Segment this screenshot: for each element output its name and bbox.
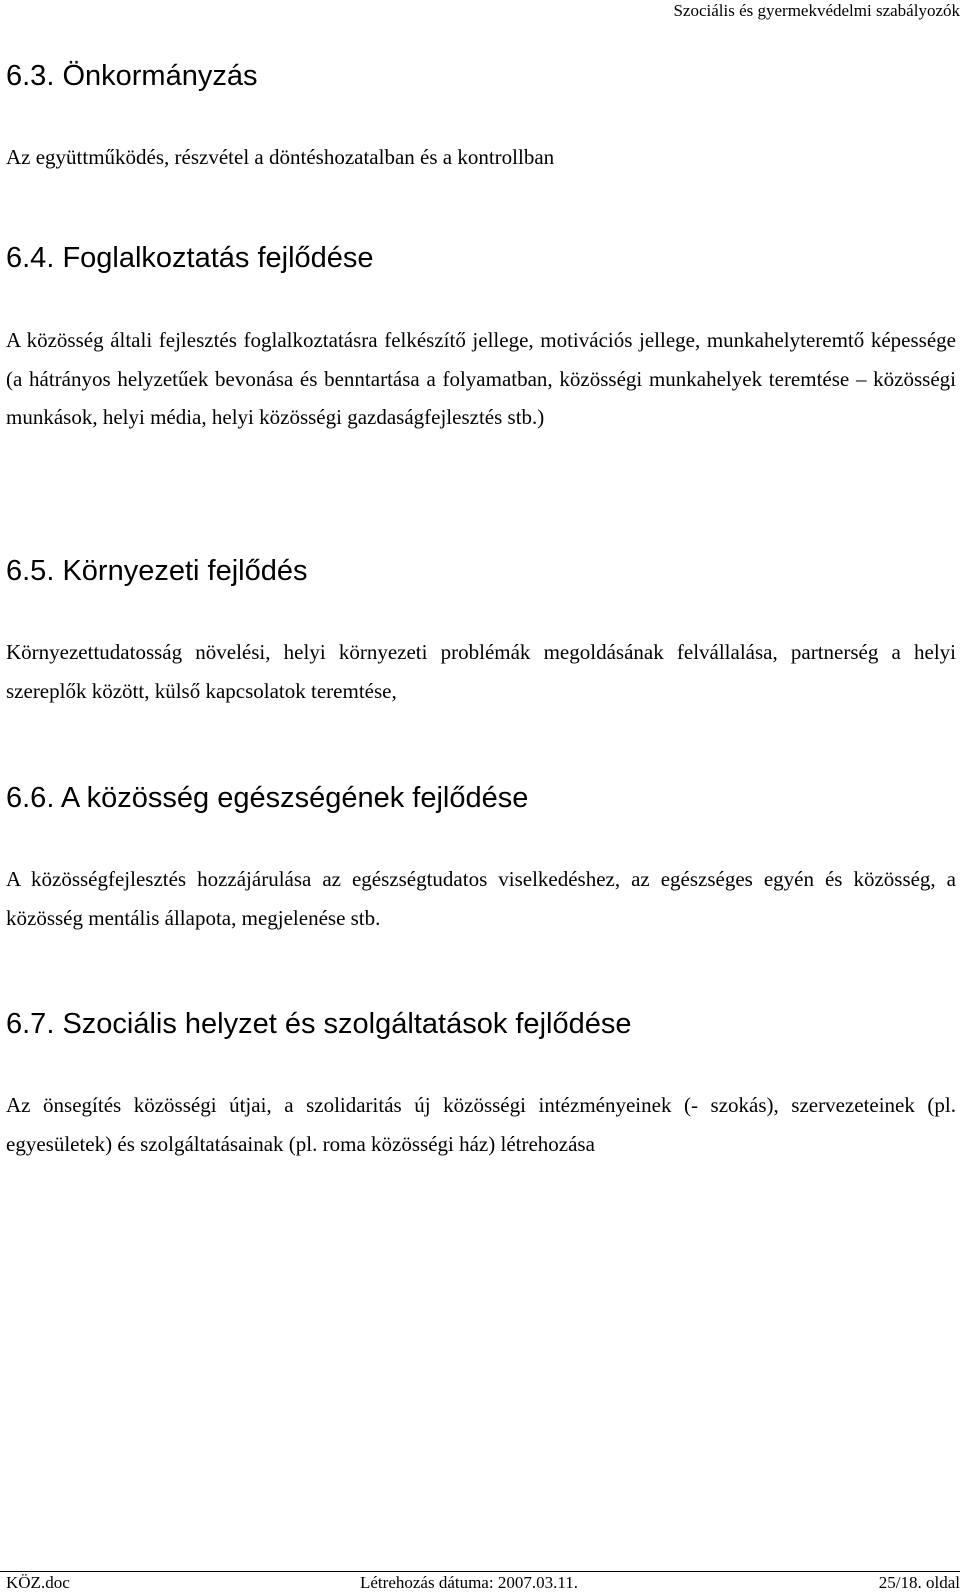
section-heading-6-4 bbox=[6, 240, 374, 276]
footer-page-number: 25/18. oldal bbox=[878, 1573, 960, 1592]
section-title: A közösség egészségének fejlődése bbox=[60, 782, 529, 814]
section-number: 6.5. bbox=[6, 555, 55, 587]
header-title: Szociális és gyermekvédelmi szabályozók bbox=[673, 1, 960, 20]
section-number: 6.4. bbox=[6, 242, 55, 274]
page-header bbox=[0, 0, 960, 24]
section-title: Szociális helyzet és szolgáltatások fejlődése bbox=[62, 1008, 632, 1040]
section-text-6-3: Az együttműködés, részvétel a döntéshozatalban és a kontrollban bbox=[6, 145, 555, 169]
section-heading-6-5 bbox=[6, 553, 307, 589]
page-footer bbox=[0, 1571, 960, 1594]
section-text-6-5: Környezettudatosság növelési, helyi környezeti problémák megoldásának felvállalása, partnerség a helyi szereplők között, külső kapcsolatok teremtése, bbox=[6, 640, 956, 703]
section-text-6-6: A közösségfejlesztés hozzájárulása az egészségtudatos viselkedéshez, az egészséges egyén és közösség, a közösség mentális állapota, megjelenése stb. bbox=[6, 867, 956, 930]
footer-created-date: Létrehozás dátuma: 2007.03.11. bbox=[360, 1573, 578, 1592]
section-heading-6-6 bbox=[6, 780, 528, 816]
section-title: Foglalkoztatás fejlődése bbox=[62, 242, 374, 274]
section-title: Önkormányzás bbox=[62, 60, 258, 92]
section-number: 6.6. bbox=[6, 782, 55, 814]
section-heading-6-3 bbox=[6, 58, 257, 94]
section-text-6-7: Az önsegítés közösségi útjai, a szolidaritás új közösségi intézményeinek (- szokás), szervezeteinek (pl. egyesületek) és szolgáltatásainak (pl. roma közösségi ház) létrehozása bbox=[6, 1093, 956, 1156]
section-heading-6-7 bbox=[6, 1006, 631, 1042]
footer-filename: KÖZ.doc bbox=[6, 1573, 70, 1592]
section-text-6-4: A közösség általi fejlesztés foglalkoztatásra felkészítő jellege, motivációs jellege, munkahelyteremtő képessége (a hátrányos helyzetűek bevonása és benntartása a folyamatban, közösségi munkahelyek teremtése – közösségi munkások, helyi média, helyi közösségi gazdaságfejlesztés stb.) bbox=[6, 328, 956, 429]
section-number: 6.7. bbox=[6, 1008, 55, 1040]
section-number: 6.3. bbox=[6, 60, 55, 92]
section-title: Környezeti fejlődés bbox=[62, 555, 308, 587]
